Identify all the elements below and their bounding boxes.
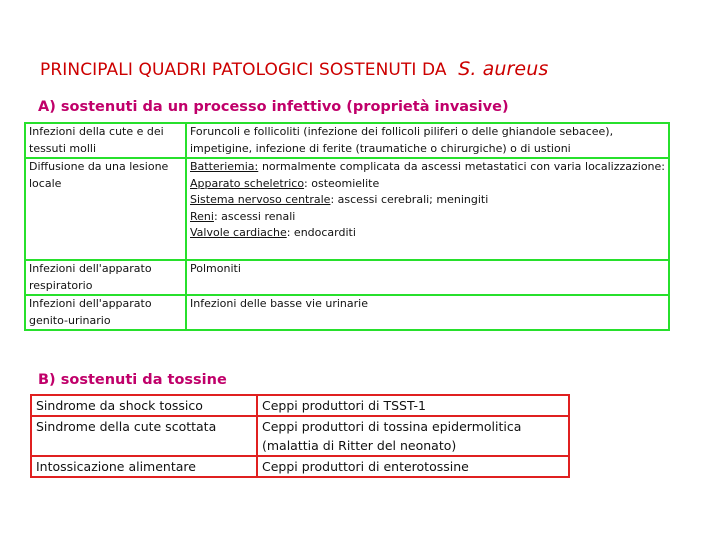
- condition-text: Infezioni dell'apparato respiratorio: [29, 262, 152, 292]
- site-text: : ascessi cerebrali; meningiti: [330, 193, 489, 206]
- description-text: Ceppi produttori di TSST-1: [262, 398, 426, 413]
- description-cell: [257, 395, 569, 416]
- site-line: [190, 225, 665, 242]
- condition-text: Sindrome da shock tossico: [36, 398, 203, 413]
- condition-text: Intossicazione alimentare: [36, 459, 196, 474]
- condition-text: Infezioni dell'apparato genito-urinario: [29, 297, 152, 327]
- site-label: Reni: [190, 209, 214, 223]
- condition-cell: [25, 158, 186, 260]
- site-text: : ascessi renali: [213, 209, 296, 223]
- bacteremia-label: Batteriemia:: [190, 160, 259, 173]
- invasive-infections-table: [24, 122, 670, 331]
- site-label: Valvole cardiache: [190, 226, 287, 239]
- condition-text: Sindrome della cute scottata: [36, 419, 217, 434]
- toxin-syndromes-table: [30, 394, 570, 478]
- condition-cell: [25, 123, 186, 158]
- table-row: [25, 260, 669, 295]
- bacteremia-line: [190, 159, 665, 176]
- site-line: [190, 209, 665, 226]
- bacteremia-text: normalmente complicata da ascessi metastatici con varia localizzazione:: [261, 160, 665, 173]
- site-line: [190, 192, 665, 209]
- description-cell: [257, 456, 569, 477]
- section-b-heading: B) sostenuti da tossine: [38, 372, 227, 388]
- site-text: : endocarditi: [286, 226, 356, 239]
- description-cell: [186, 295, 669, 330]
- description-text: Ceppi produttori di tossina epidermolitica (malattia di Ritter del neonato): [262, 419, 522, 453]
- description-cell: [186, 158, 669, 260]
- site-line: [190, 176, 665, 193]
- condition-text: Diffusione da una lesione locale: [29, 160, 169, 190]
- condition-cell: [31, 395, 257, 416]
- description-text: Polmoniti: [190, 262, 241, 275]
- description-cell: [186, 260, 669, 295]
- site-label: Sistema nervoso centrale: [190, 193, 331, 206]
- description-text: Infezioni delle basse vie urinarie: [190, 297, 368, 310]
- description-cell: [186, 123, 669, 158]
- description-cell: [257, 416, 569, 456]
- description-text: Ceppi produttori di enterotossine: [262, 459, 469, 474]
- title-text: PRINCIPALI QUADRI PATOLOGICI SOSTENUTI DA: [40, 60, 447, 80]
- condition-cell: [31, 416, 257, 456]
- table-row: [31, 456, 569, 477]
- site-text: : osteomielite: [304, 176, 380, 190]
- condition-cell: [25, 260, 186, 295]
- page-title: [40, 58, 700, 88]
- condition-cell: [25, 295, 186, 330]
- table-row: [25, 295, 669, 330]
- section-a-heading: A) sostenuti da un processo infettivo (proprietà invasive): [38, 99, 509, 115]
- condition-text: Infezioni della cute e dei tessuti molli: [29, 125, 164, 155]
- table-row: [25, 123, 669, 158]
- table-row: [31, 395, 569, 416]
- table-row: [31, 416, 569, 456]
- description-text: Foruncoli e follicoliti (infezione dei follicoli piliferi o delle ghiandole sebacee), impetigine, infezione di ferite (traumatiche o chirurgiche) o di ustioni: [190, 125, 614, 155]
- title-organism: S. aureus: [458, 58, 549, 80]
- table-row: [25, 158, 669, 260]
- condition-cell: [31, 456, 257, 477]
- site-label: Apparato scheletrico: [190, 176, 305, 190]
